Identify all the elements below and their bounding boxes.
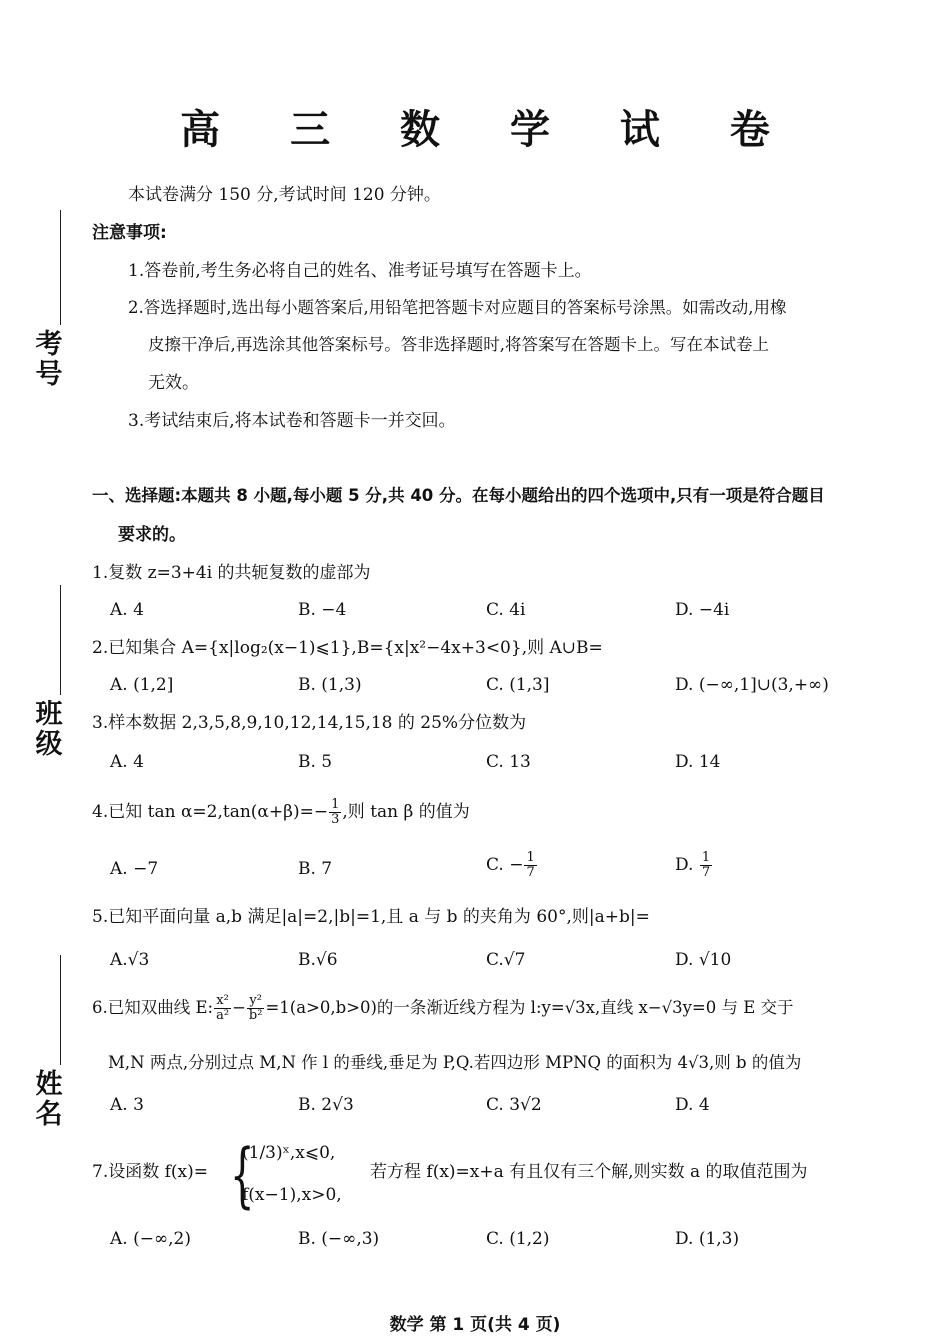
question-4-option-c (486, 850, 538, 880)
question-4-option-a: A. −7 (110, 859, 159, 879)
fraction-numerator: 1 (331, 797, 340, 812)
notice-item-2c: 无效。 (148, 373, 199, 393)
question-3-option-b: B. 5 (298, 752, 333, 772)
question-3-option-d: D. 14 (675, 752, 721, 772)
left-brace-icon: { (230, 1134, 255, 1216)
question-3-stem: 3.样本数据 2,3,5,8,9,10,12,14,15,18 的 25%分位数为 (92, 713, 527, 733)
notice-item-2b: 皮擦干净后,再选涂其他答案标号。答非选择题时,将答案写在答题卡上。写在本试卷上 (148, 335, 769, 354)
fraction-denominator: 3 (331, 812, 340, 827)
page-title: 高 三 数 学 试 卷 (180, 107, 798, 153)
question-7-stem-pre: 7.设函数 f(x)= (92, 1162, 209, 1182)
question-7-option-c: C. (1,2) (486, 1229, 550, 1249)
question-4-stem-post: ,则 tan β 的值为 (342, 802, 470, 822)
question-7-option-d: D. (1,3) (675, 1229, 740, 1249)
question-6-stem-pre: 6.已知双曲线 E: (92, 998, 214, 1017)
fraction-denominator: 7 (701, 865, 711, 880)
question-6-fraction-x (214, 994, 231, 1023)
question-7-stem-post: 若方程 f(x)=x+a 有且仅有三个解,则实数 a 的取值范围为 (370, 1162, 808, 1182)
notice-item-3: 3.考试结束后,将本试卷和答题卡一并交回。 (128, 411, 456, 431)
fraction-numerator: y² (247, 994, 265, 1009)
intro-text: 本试卷满分 150 分,考试时间 120 分钟。 (128, 185, 441, 205)
fraction-denominator: a² (216, 1008, 230, 1023)
side-class (30, 585, 66, 765)
question-4-fraction (329, 798, 341, 827)
question-6-option-b: B. 2√3 (298, 1095, 354, 1115)
section-heading-cont: 要求的。 (118, 525, 186, 545)
question-3-option-a: A. 4 (110, 752, 144, 772)
question-6-stem (92, 993, 794, 1023)
question-1-option-a: A. 4 (110, 600, 144, 620)
notice-item-2a: 2.答选择题时,选出每小题答案后,用铅笔把答题卡对应题目的答案标号涂黑。如需改动,用橡 (128, 298, 787, 317)
question-4-stem-pre: 4.已知 tan α=2,tan(α+β)=− (92, 802, 329, 822)
question-6-fraction-y (247, 994, 265, 1023)
side-name-label: 姓名 (35, 1069, 63, 1130)
option-d-fraction (700, 851, 712, 880)
side-rule (60, 585, 61, 695)
question-6-minus: − (232, 998, 246, 1017)
question-5-stem: 5.已知平面向量 a,b 满足|a|=2,|b|=1,且 a 与 b 的夹角为 60°,则|a+b|= (92, 907, 650, 927)
option-c-prefix: C. − (486, 855, 524, 875)
question-1-stem: 1.复数 z=3+4i 的共轭复数的虚部为 (92, 563, 371, 583)
question-2-option-b: B. (1,3) (298, 675, 362, 695)
side-exam-number (30, 210, 66, 390)
question-2-option-a: A. (1,2] (110, 675, 174, 695)
fraction-numerator: x² (214, 994, 231, 1009)
piecewise-case-2: f(x−1),x>0, (242, 1185, 342, 1205)
question-5-option-c: C.√7 (486, 950, 526, 970)
question-6-stem-post: =1(a>0,b>0)的一条渐近线方程为 l:y=√3x,直线 x−√3y=0 与 E 交于 (265, 998, 794, 1017)
question-4-option-d (675, 850, 713, 880)
question-7-option-a: A. (−∞,2) (110, 1229, 191, 1249)
side-rule (60, 210, 61, 325)
side-exam-number-label: 考号 (35, 329, 63, 390)
question-1-option-d: D. −4i (675, 600, 730, 620)
question-6-stem-line-2: M,N 两点,分别过点 M,N 作 l 的垂线,垂足为 P,Q.若四边形 MPNQ 的面积为 4√3,则 b 的值为 (108, 1053, 802, 1072)
question-6-option-c: C. 3√2 (486, 1095, 542, 1115)
option-c-fraction (524, 851, 536, 880)
option-d-prefix: D. (675, 855, 699, 875)
side-name (30, 955, 66, 1135)
question-7-piecewise (230, 1135, 360, 1215)
question-3-option-c: C. 13 (486, 752, 531, 772)
question-1-option-c: C. 4i (486, 600, 526, 620)
question-6-option-a: A. 3 (110, 1095, 144, 1115)
question-4-option-b: B. 7 (298, 859, 333, 879)
question-1-option-b: B. −4 (298, 600, 347, 620)
question-5-option-a: A.√3 (110, 950, 150, 970)
question-5-option-d: D. √10 (675, 950, 732, 970)
side-class-label: 班级 (35, 699, 63, 760)
question-2-option-c: C. (1,3] (486, 675, 550, 695)
fraction-numerator: 1 (526, 850, 535, 865)
question-6-option-d: D. 4 (675, 1095, 710, 1115)
fraction-numerator: 1 (701, 850, 711, 865)
notice-heading: 注意事项: (92, 223, 167, 243)
fraction-denominator: 7 (526, 865, 535, 880)
side-rule (60, 955, 61, 1065)
question-2-stem: 2.已知集合 A={x|log₂(x−1)⩽1},B={x|x²−4x+3<0},则 A∪B= (92, 638, 603, 658)
page-footer: 数学 第 1 页(共 4 页) (389, 1315, 561, 1335)
notice-item-1: 1.答卷前,考生务必将自己的姓名、准考证号填写在答题卡上。 (128, 261, 592, 281)
fraction-denominator: b² (248, 1008, 263, 1023)
piecewise-case-1: (1/3)ˣ,x⩽0, (242, 1143, 336, 1163)
question-5-option-b: B.√6 (298, 950, 338, 970)
question-7-option-b: B. (−∞,3) (298, 1229, 380, 1249)
section-heading: 一、选择题:本题共 8 小题,每小题 5 分,共 40 分。在每小题给出的四个选项中,只有一项是符合题目 (92, 486, 825, 505)
question-2-option-d: D. (−∞,1]∪(3,+∞) (675, 675, 829, 695)
question-4-stem (92, 797, 470, 827)
